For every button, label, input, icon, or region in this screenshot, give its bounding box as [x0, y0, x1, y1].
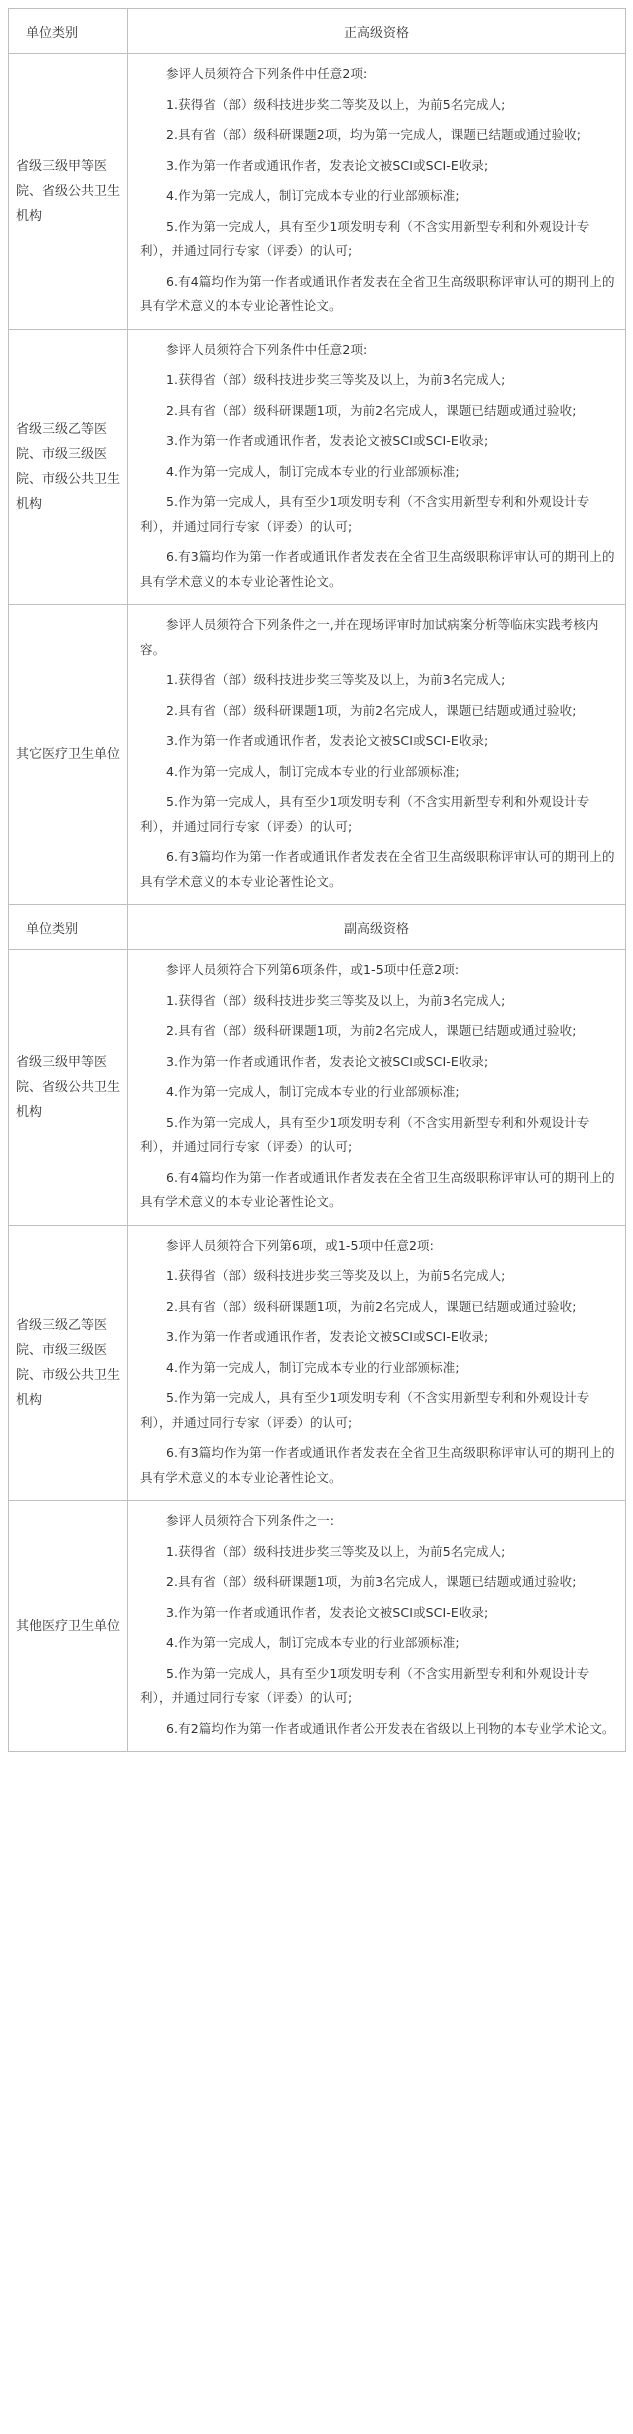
requirement-item: 3.作为第一作者或通讯作者，发表论文被SCI或SCI-E收录;: [166, 433, 489, 448]
requirements-cell: [128, 54, 626, 330]
requirements-cell: [128, 1501, 626, 1752]
requirements-cell: [128, 1225, 626, 1501]
requirement-item: 4.作为第一完成人，制订完成本专业的行业部颁标准;: [166, 1359, 460, 1375]
requirement-item: 2.具有省（部）级科研课题1项，为前2名完成人，课题已结题或通过验收;: [166, 402, 577, 418]
table-row: [9, 605, 626, 905]
requirement-item: 4.作为第一完成人，制订完成本专业的行业部颁标准;: [166, 763, 460, 779]
unit-category-cell: 其它医疗卫生单位: [9, 605, 128, 905]
requirement-item: 4.作为第一完成人，制订完成本专业的行业部颁标准;: [166, 1084, 460, 1099]
requirement-intro: 参评人员须符合下列条件之一:: [166, 1513, 335, 1528]
requirement-item: 3.作为第一作者或通讯作者，发表论文被SCI或SCI-E收录;: [166, 733, 489, 748]
requirements-cell: [128, 329, 626, 605]
requirement-item: 2.具有省（部）级科研课题1项，为前2名完成人，课题已结题或通过验收;: [166, 1298, 577, 1314]
requirement-item: 5.作为第一完成人，具有至少1项发明专利（不含实用新型专利和外观设计专利），并通过同行专家（评委）的认可;: [140, 1390, 590, 1430]
unit-category-cell: 省级三级甲等医院、省级公共卫生机构: [9, 54, 128, 330]
section-title: 正高级资格: [128, 9, 626, 54]
unit-category-cell: 其他医疗卫生单位: [9, 1501, 128, 1752]
section-header-senior: [9, 9, 626, 54]
table-row: [9, 1501, 626, 1752]
table-row: [9, 950, 626, 1226]
requirement-item: 3.作为第一作者或通讯作者，发表论文被SCI或SCI-E收录;: [166, 157, 489, 173]
requirement-intro: 参评人员须符合下列条件中任意2项:: [166, 341, 368, 357]
requirement-item: 6.有2篇均作为第一作者或通讯作者公开发表在省级以上刊物的本专业学术论文。: [166, 1720, 615, 1736]
requirement-intro: 参评人员须符合下列条件中任意2项:: [166, 66, 368, 81]
requirement-item: 6.有3篇均作为第一作者或通讯作者发表在全省卫生高级职称评审认可的期刊上的具有学术意义的本专业论著性论文。: [140, 549, 615, 589]
qualification-table: [8, 8, 626, 1752]
requirement-item: 5.作为第一完成人，具有至少1项发明专利（不含实用新型专利和外观设计专利），并通过同行专家（评委）的认可;: [140, 794, 590, 834]
requirement-intro: 参评人员须符合下列第6项，或1-5项中任意2项:: [166, 1237, 434, 1253]
requirement-item: 2.具有省（部）级科研课题2项，均为第一完成人，课题已结题或通过验收;: [166, 127, 582, 142]
requirement-item: 3.作为第一作者或通讯作者，发表论文被SCI或SCI-E收录;: [166, 1604, 489, 1620]
section-title: 副高级资格: [128, 905, 626, 950]
table-row: [9, 1225, 626, 1501]
requirement-item: 1.获得省（部）级科技进步奖三等奖及以上，为前5名完成人;: [166, 1268, 506, 1283]
requirement-item: 2.具有省（部）级科研课题1项，为前2名完成人，课题已结题或通过验收;: [166, 1023, 577, 1038]
requirement-item: 1.获得省（部）级科技进步奖三等奖及以上，为前3名完成人;: [166, 372, 506, 387]
unit-category-cell: 省级三级乙等医院、市级三级医院、市级公共卫生机构: [9, 1225, 128, 1501]
requirement-item: 1.获得省（部）级科技进步奖三等奖及以上，为前3名完成人;: [166, 992, 506, 1008]
requirement-item: 4.作为第一完成人，制订完成本专业的行业部颁标准;: [166, 1635, 460, 1650]
requirement-item: 6.有3篇均作为第一作者或通讯作者发表在全省卫生高级职称评审认可的期刊上的具有学术意义的本专业论著性论文。: [140, 849, 615, 889]
unit-category-cell: 省级三级甲等医院、省级公共卫生机构: [9, 950, 128, 1226]
requirement-intro: 参评人员须符合下列第6项条件，或1-5项中任意2项:: [166, 962, 460, 977]
requirement-item: 5.作为第一完成人，具有至少1项发明专利（不含实用新型专利和外观设计专利），并通过同行专家（评委）的认可;: [140, 494, 590, 534]
requirements-cell: [128, 950, 626, 1226]
requirement-item: 1.获得省（部）级科技进步奖三等奖及以上，为前3名完成人;: [166, 672, 506, 687]
requirement-item: 4.作为第一完成人，制订完成本专业的行业部颁标准;: [166, 463, 460, 479]
unit-category-header: 单位类别: [9, 9, 128, 54]
requirement-item: 4.作为第一完成人，制订完成本专业的行业部颁标准;: [166, 188, 460, 203]
requirement-item: 3.作为第一作者或通讯作者，发表论文被SCI或SCI-E收录;: [166, 1053, 489, 1069]
requirement-item: 2.具有省（部）级科研课题1项，为前2名完成人，课题已结题或通过验收;: [166, 702, 577, 718]
requirement-item: 2.具有省（部）级科研课题1项，为前3名完成人，课题已结题或通过验收;: [166, 1574, 577, 1589]
requirement-item: 6.有4篇均作为第一作者或通讯作者发表在全省卫生高级职称评审认可的期刊上的具有学术意义的本专业论著性论文。: [140, 273, 615, 313]
requirement-item: 6.有3篇均作为第一作者或通讯作者发表在全省卫生高级职称评审认可的期刊上的具有学术意义的本专业论著性论文。: [140, 1445, 615, 1485]
requirement-item: 5.作为第一完成人，具有至少1项发明专利（不含实用新型专利和外观设计专利），并通过同行专家（评委）的认可;: [140, 218, 590, 258]
unit-category-cell: 省级三级乙等医院、市级三级医院、市级公共卫生机构: [9, 329, 128, 605]
section-header-associate: [9, 905, 626, 950]
qualification-table-container: [8, 8, 625, 2426]
requirements-cell: [128, 605, 626, 905]
table-row: [9, 54, 626, 330]
requirement-item: 6.有4篇均作为第一作者或通讯作者发表在全省卫生高级职称评审认可的期刊上的具有学术意义的本专业论著性论文。: [140, 1169, 615, 1209]
table-row: [9, 329, 626, 605]
requirement-item: 1.获得省（部）级科技进步奖三等奖及以上，为前5名完成人;: [166, 1543, 506, 1559]
unit-category-header: 单位类别: [9, 905, 128, 950]
requirement-item: 3.作为第一作者或通讯作者，发表论文被SCI或SCI-E收录;: [166, 1329, 489, 1344]
requirement-intro: 参评人员须符合下列条件之一,并在现场评审时加试病案分析等临床实践考核内容。: [140, 617, 599, 657]
requirement-item: 5.作为第一完成人，具有至少1项发明专利（不含实用新型专利和外观设计专利），并通过同行专家（评委）的认可;: [140, 1665, 590, 1705]
requirement-item: 1.获得省（部）级科技进步奖二等奖及以上，为前5名完成人;: [166, 96, 506, 112]
requirement-item: 5.作为第一完成人，具有至少1项发明专利（不含实用新型专利和外观设计专利），并通过同行专家（评委）的认可;: [140, 1114, 590, 1154]
